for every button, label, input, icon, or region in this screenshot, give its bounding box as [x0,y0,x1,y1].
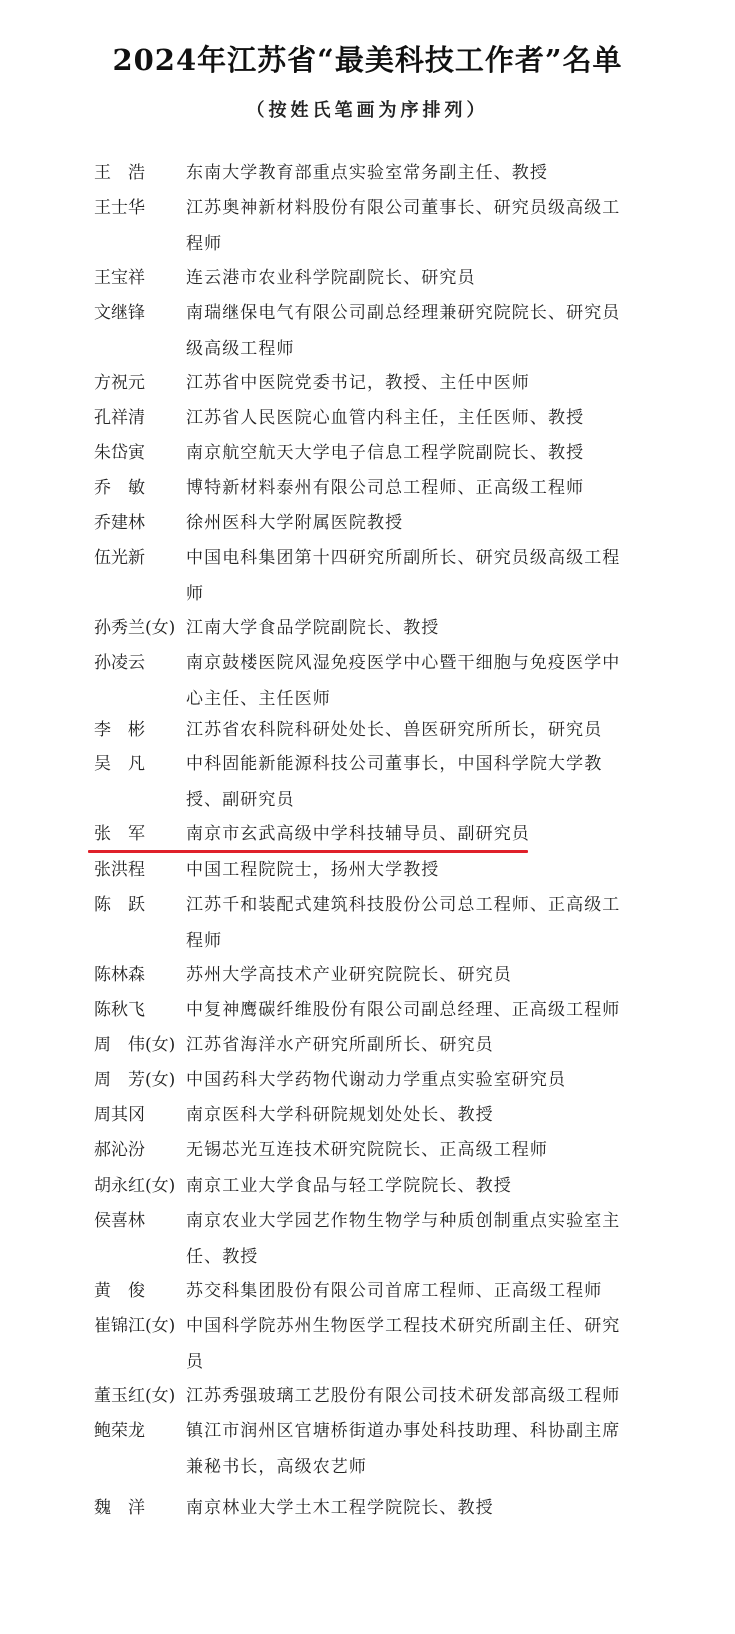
person-title: 南京医科大学科研院规划处处长、教授 [186,1105,494,1125]
person-title: 中国电科集团第十四研究所副所长、研究员级高级工程师 [186,548,621,604]
person-name: 崔锦江(女) [94,1316,176,1336]
page-subtitle: （按姓氏笔画为序排列） [246,100,489,121]
person-name: 王 浩 [94,163,145,183]
person-title: 连云港市农业科学院副院长、研究员 [186,268,476,288]
person-name: 董玉红(女) [94,1386,176,1406]
person-title: 苏交科集团股份有限公司首席工程师、正高级工程师 [186,1281,603,1301]
person-title: 中复神鹰碳纤维股份有限公司副总经理、正高级工程师 [186,1000,621,1020]
person-name: 魏 洋 [94,1498,145,1518]
person-name: 乔建林 [94,513,145,533]
person-name: 王士华 [94,198,145,218]
person-title: 东南大学教育部重点实验室常务副主任、教授 [186,163,548,183]
person-title: 江苏省人民医院心血管内科主任，主任医师、教授 [186,408,585,428]
person-name: 胡永红(女) [94,1176,176,1196]
person-name: 陈秋飞 [94,1000,145,1020]
person-name: 周其冈 [94,1105,145,1125]
person-title: 南京鼓楼医院风湿免疫医学中心暨干细胞与免疫医学中心主任、主任医师 [186,653,621,709]
person-name: 李 彬 [94,720,145,740]
page-title: 2024年江苏省“最美科技工作者”名单 [112,43,623,77]
highlight-underline [88,850,528,853]
person-title: 南京航空航天大学电子信息工程学院副院长、教授 [186,443,585,463]
person-title: 徐州医科大学附属医院教授 [186,513,404,533]
person-title: 江苏千和装配式建筑科技股份公司总工程师、正高级工程师 [186,895,621,951]
person-name: 郝沁汾 [94,1140,145,1160]
person-name: 张 军 [94,824,145,844]
person-name: 黄 俊 [94,1281,145,1301]
person-name: 孙秀兰(女) [94,618,176,638]
person-name: 方祝元 [94,373,145,393]
person-title: 中国科学院苏州生物医学工程技术研究所副主任、研究员 [186,1316,621,1372]
person-name: 王宝祥 [94,268,145,288]
person-name: 周 芳(女) [94,1070,176,1090]
person-title: 南瑞继保电气有限公司副总经理兼研究院院长、研究员级高级工程师 [186,303,621,359]
person-name: 陈 跃 [94,895,145,915]
person-title: 南京农业大学园艺作物生物学与种质创制重点实验室主任、教授 [186,1211,621,1267]
person-title: 江苏秀强玻璃工艺股份有限公司技术研发部高级工程师 [186,1386,621,1406]
person-name: 陈林森 [94,965,145,985]
person-title: 中国工程院院士，扬州大学教授 [186,860,440,880]
person-title: 江苏省中医院党委书记，教授、主任中医师 [186,373,530,393]
person-name: 伍光新 [94,548,145,568]
person-title: 镇江市润州区官塘桥街道办事处科技助理、科协副主席兼秘书长，高级农艺师 [186,1421,621,1477]
person-name: 乔 敏 [94,478,145,498]
person-name: 文继锋 [94,303,145,323]
person-name: 孙凌云 [94,653,145,673]
person-title: 中国药科大学药物代谢动力学重点实验室研究员 [186,1070,567,1090]
person-title: 无锡芯光互连技术研究院院长、正高级工程师 [186,1140,548,1160]
person-title: 南京市玄武高级中学科技辅导员、副研究员 [186,824,530,844]
person-name: 鲍荣龙 [94,1421,145,1441]
person-name: 周 伟(女) [94,1035,176,1055]
person-title: 江苏省农科院科研处处长、兽医研究所所长，研究员 [186,720,603,740]
person-name: 张洪程 [94,860,145,880]
person-name: 孔祥清 [94,408,145,428]
person-name: 朱岱寅 [94,443,145,463]
person-title: 江苏奥神新材料股份有限公司董事长、研究员级高级工程师 [186,198,621,254]
person-title: 南京林业大学土木工程学院院长、教授 [186,1498,494,1518]
person-title: 苏州大学高技术产业研究院院长、研究员 [186,965,512,985]
person-title: 江南大学食品学院副院长、教授 [186,618,440,638]
person-title: 南京工业大学食品与轻工学院院长、教授 [186,1176,512,1196]
person-name: 侯喜林 [94,1211,145,1231]
person-title: 江苏省海洋水产研究所副所长、研究员 [186,1035,494,1055]
person-name: 吴 凡 [94,754,145,774]
person-title: 博特新材料泰州有限公司总工程师、正高级工程师 [186,478,585,498]
person-title: 中科固能新能源科技公司董事长，中国科学院大学教授、副研究员 [186,754,603,810]
